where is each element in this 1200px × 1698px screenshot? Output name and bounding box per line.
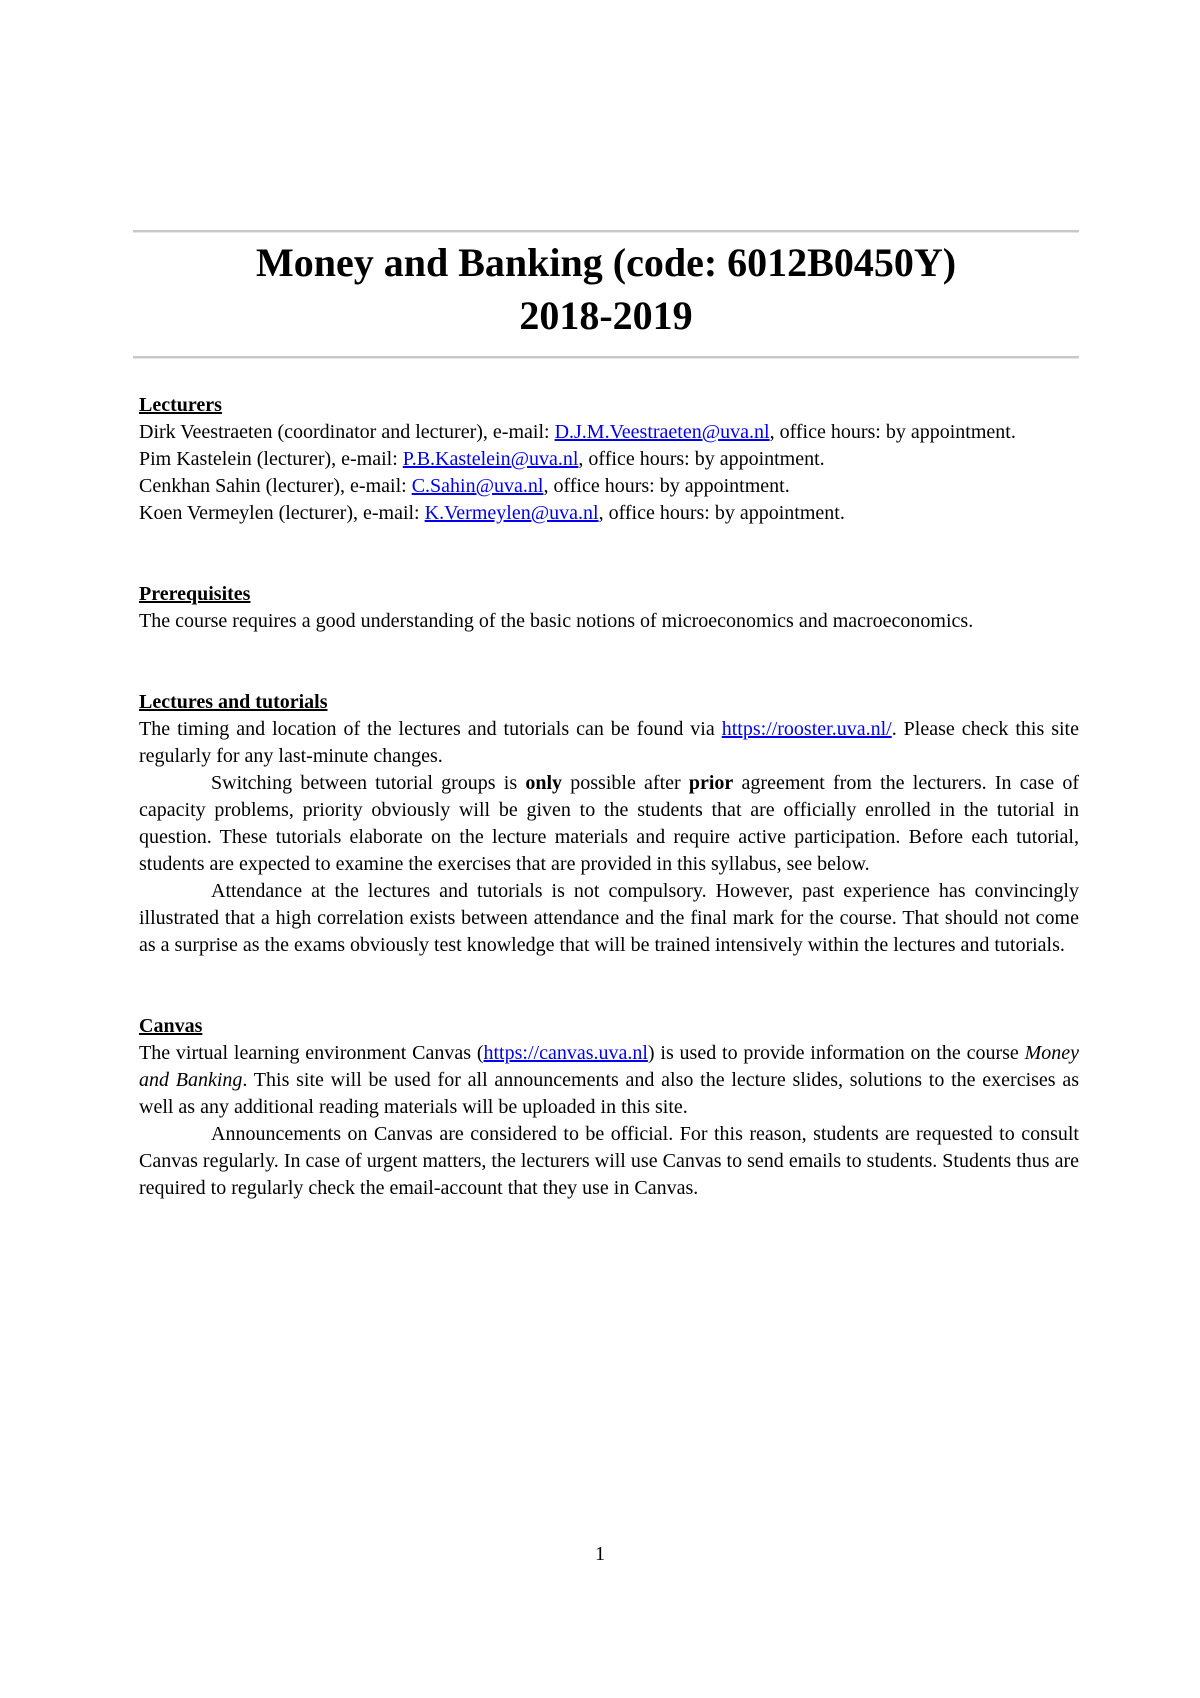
page-number: 1 [595, 1543, 605, 1565]
email-link[interactable]: K.Vermeylen@uva.nl [424, 502, 599, 524]
paragraph [139, 716, 1079, 770]
paragraph-text: . Please check this site regularly for any last-minute changes. [139, 718, 1079, 767]
emphasis-prior: prior [688, 772, 734, 794]
section-spacer [139, 527, 1079, 581]
document-body [139, 392, 1079, 1202]
title-academic-year: 2018-2019 [519, 293, 693, 338]
prerequisites-text: The course requires a good understanding of the basic notions of microeconomics and macroeconomics. [139, 610, 974, 632]
canvas-link[interactable]: https://canvas.uva.nl [483, 1042, 648, 1064]
lecturer-name: Pim Kastelein (lecturer), e-mail: [139, 448, 403, 470]
section-canvas [139, 1013, 1079, 1202]
lecturer-entry [139, 419, 1079, 446]
emphasis-only: only [525, 772, 563, 794]
paragraph-text: ) is used to provide information on the course [647, 1042, 1025, 1064]
section-prerequisites [139, 581, 1079, 635]
paragraph-text: The timing and location of the lectures and tutorials can be found via [139, 718, 722, 740]
paragraph-text: agreement from the lecturers. In case of capacity problems, priority obviously will be given to the students that are officially enrolled in the tutorial in question. These tutorials elaborate on the lecture materials and require active participation. Before each tutorial, students are expected to examine the exercises that are provided in this syllabus, see below. [139, 772, 1079, 875]
lecturer-entry [139, 473, 1079, 500]
paragraph [139, 1040, 1079, 1121]
lecturer-office-hours: , office hours: by appointment. [598, 502, 845, 524]
course-title-italic: Money and Banking [139, 1042, 1079, 1091]
lecturer-office-hours: , office hours: by appointment. [769, 421, 1016, 443]
paragraph: Announcements on Canvas are considered to be official. For this reason, students are requested to consult Canvas regularly. In case of urgent matters, the lecturers will use Canvas to send emails to students. Students thus are required to regularly check the email-account that they use in Canvas. [139, 1123, 1079, 1199]
heading-lectures-tutorials: Lectures and tutorials [139, 691, 328, 713]
title-course-name: Money and Banking (code: 6012B0450Y) [255, 240, 957, 285]
lecturer-office-hours: , office hours: by appointment. [543, 475, 790, 497]
heading-prerequisites: Prerequisites [139, 583, 251, 605]
section-lectures-tutorials [139, 689, 1079, 959]
lecturer-entry [139, 500, 1079, 527]
email-link[interactable]: P.B.Kastelein@uva.nl [402, 448, 579, 470]
paragraph-text: Switching between tutorial groups is [211, 772, 526, 794]
lecturer-office-hours: , office hours: by appointment. [578, 448, 825, 470]
title-bottom-rule [133, 356, 1079, 359]
rooster-link[interactable]: https://rooster.uva.nl/ [721, 718, 892, 740]
lecturer-name: Koen Vermeylen (lecturer), e-mail: [139, 502, 425, 524]
paragraph-text: possible after [562, 772, 689, 794]
paragraph [139, 770, 1079, 878]
lecturer-name: Cenkhan Sahin (lecturer), e-mail: [139, 475, 412, 497]
paragraph: Attendance at the lectures and tutorials is not compulsory. However, past experience has convincingly illustrated that a high correlation exists between attendance and the final mark for the course. That should not come as a surprise as the exams obviously test knowledge that will be trained intensively within the lectures and tutorials. [139, 880, 1079, 956]
paragraph-text: The virtual learning environment Canvas ( [139, 1042, 484, 1064]
heading-canvas: Canvas [139, 1015, 203, 1037]
document-title [133, 236, 1079, 342]
section-spacer [139, 635, 1079, 689]
section-lecturers [139, 392, 1079, 527]
email-link[interactable]: C.Sahin@uva.nl [411, 475, 544, 497]
heading-lecturers: Lecturers [139, 394, 222, 416]
email-link[interactable]: D.J.M.Veestraeten@uva.nl [554, 421, 770, 443]
lecturer-name: Dirk Veestraeten (coordinator and lecturer), e-mail: [139, 421, 555, 443]
lecturer-entry [139, 446, 1079, 473]
paragraph-text: . This site will be used for all announcements and also the lecture slides, solutions to the exercises as well as any additional reading materials will be uploaded in this site. [139, 1069, 1079, 1118]
section-spacer [139, 959, 1079, 1013]
title-top-rule [133, 230, 1079, 233]
